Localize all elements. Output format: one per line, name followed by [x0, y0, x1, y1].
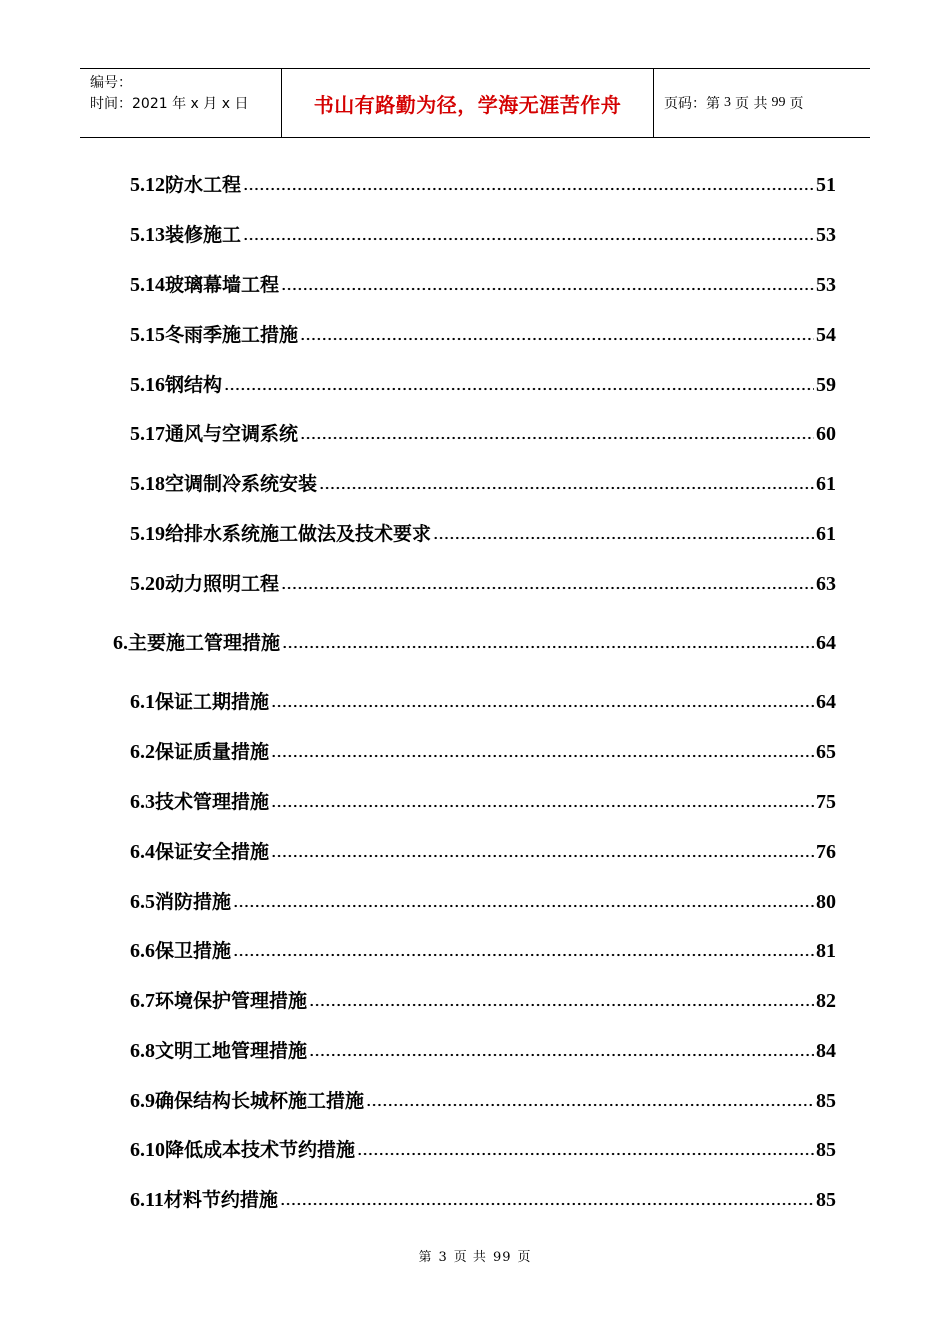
toc-leader-dots — [280, 1202, 814, 1206]
toc-entry[interactable] — [130, 1184, 836, 1212]
toc-entry[interactable] — [130, 1134, 836, 1162]
page-current: 3 — [724, 95, 731, 110]
toc-entry[interactable] — [130, 568, 836, 596]
toc-entry[interactable] — [130, 985, 836, 1013]
toc-leader-dots — [281, 287, 814, 291]
page-prefix: 页码：第 — [664, 96, 720, 112]
toc-entry-page: 51 — [816, 174, 836, 196]
toc-entry[interactable] — [130, 786, 836, 814]
page-suffix: 页 — [789, 96, 804, 112]
toc-entry-number: 5.15 — [130, 324, 165, 346]
toc-entry-title: 空调制冷系统安装 — [165, 473, 318, 495]
toc-entry-title: 保证安全措施 — [155, 841, 270, 863]
toc-entry-title: 玻璃幕墙工程 — [165, 274, 280, 296]
toc-leader-dots — [282, 645, 814, 649]
toc-entry[interactable] — [130, 935, 836, 963]
toc-entry-page: 64 — [816, 691, 836, 713]
toc-entry-title: 动力照明工程 — [165, 573, 280, 595]
toc-entry-title: 保证工期措施 — [155, 691, 270, 713]
serial-label: 编号： — [90, 75, 132, 91]
toc-entry-title: 钢结构 — [165, 374, 223, 396]
toc-entry-page: 81 — [816, 940, 836, 962]
time-label: 时间：2021 年 x 月 x 日 — [90, 96, 249, 112]
toc-entry[interactable] — [130, 219, 836, 247]
motto-text: 书山有路勤为径，学海无涯苦作舟 — [313, 92, 622, 117]
toc-entry-number: 6.7 — [130, 990, 155, 1012]
toc-entry-title: 冬雨季施工措施 — [165, 324, 299, 346]
toc-entry[interactable] — [130, 418, 836, 446]
toc-entry[interactable] — [130, 169, 836, 197]
toc-entry-page: 63 — [816, 573, 836, 595]
toc-entry-title: 保证质量措施 — [155, 741, 270, 763]
toc-entry-page: 84 — [816, 1040, 836, 1062]
toc-leader-dots — [300, 337, 814, 341]
toc-entry[interactable] — [130, 1035, 836, 1063]
toc-entry-title: 主要施工管理措施 — [128, 632, 281, 654]
toc-leader-dots — [233, 904, 814, 908]
footer-prefix: 第 — [418, 1250, 433, 1265]
toc-leader-dots — [281, 586, 814, 590]
toc-entry[interactable] — [130, 319, 836, 347]
page-mid: 页 共 — [735, 96, 768, 112]
toc-entry-title: 装修施工 — [165, 224, 242, 246]
toc-leader-dots — [224, 387, 814, 391]
toc-entry-page: 61 — [816, 523, 836, 545]
toc-entry-title: 消防措施 — [155, 891, 232, 913]
toc-leader-dots — [271, 754, 814, 758]
toc-entry-page: 64 — [816, 632, 836, 654]
toc-leader-dots — [300, 436, 814, 440]
footer-current: 3 — [438, 1250, 448, 1265]
toc-leader-dots — [319, 486, 814, 490]
toc-entry-title: 技术管理措施 — [155, 791, 270, 813]
toc-entry-page: 76 — [816, 841, 836, 863]
toc-leader-dots — [233, 953, 814, 957]
toc-entry-number: 6.11 — [130, 1189, 164, 1211]
toc-entry-number: 5.14 — [130, 274, 165, 296]
footer-suffix: 页 — [517, 1250, 532, 1265]
toc-entry-number: 6. — [113, 632, 128, 654]
toc-entry-page: 65 — [816, 741, 836, 763]
toc-entry[interactable] — [130, 836, 836, 864]
toc-entry-title: 文明工地管理措施 — [155, 1040, 308, 1062]
toc-entry-number: 5.13 — [130, 224, 165, 246]
toc-entry[interactable] — [113, 627, 836, 655]
toc-entry-number: 6.6 — [130, 940, 155, 962]
toc-entry-number: 5.18 — [130, 473, 165, 495]
toc-leader-dots — [243, 237, 814, 241]
toc-entry-number: 6.4 — [130, 841, 155, 863]
toc-entry-page: 53 — [816, 274, 836, 296]
toc-entry-number: 6.2 — [130, 741, 155, 763]
toc-entry-title: 防水工程 — [165, 174, 242, 196]
toc-entry-title: 通风与空调系统 — [165, 423, 299, 445]
toc-leader-dots — [309, 1053, 814, 1057]
toc-entry-title: 保卫措施 — [155, 940, 232, 962]
toc-entry[interactable] — [130, 269, 836, 297]
toc-entry-page: 59 — [816, 374, 836, 396]
toc-entry-number: 6.3 — [130, 791, 155, 813]
toc-leader-dots — [271, 804, 814, 808]
toc-entry[interactable] — [130, 468, 836, 496]
toc-entry-number: 5.19 — [130, 523, 165, 545]
toc-entry-page: 75 — [816, 791, 836, 813]
page-total: 99 — [771, 95, 786, 110]
toc-entry-page: 61 — [816, 473, 836, 495]
toc-entry-page: 82 — [816, 990, 836, 1012]
toc-entry-page: 53 — [816, 224, 836, 246]
toc-leader-dots — [366, 1103, 814, 1107]
toc-entry-number: 6.9 — [130, 1090, 155, 1112]
toc-entry-page: 85 — [816, 1139, 836, 1161]
footer-mid: 页 共 — [453, 1250, 487, 1265]
toc-entry[interactable] — [130, 686, 836, 714]
toc-entry-page: 60 — [816, 423, 836, 445]
toc-leader-dots — [309, 1003, 814, 1007]
toc-entry-page: 85 — [816, 1189, 836, 1211]
toc-entry-page: 54 — [816, 324, 836, 346]
toc-leader-dots — [243, 187, 814, 191]
toc-entry-number: 6.8 — [130, 1040, 155, 1062]
toc-entry[interactable] — [130, 886, 836, 914]
toc-entry-title: 给排水系统施工做法及技术要求 — [165, 523, 432, 545]
toc-entry-title: 确保结构长城杯施工措施 — [155, 1090, 365, 1112]
toc-entry-page: 85 — [816, 1090, 836, 1112]
toc-leader-dots — [271, 704, 814, 708]
toc-leader-dots — [433, 536, 814, 540]
toc-entry-title: 材料节约措施 — [163, 1189, 278, 1211]
toc-leader-dots — [271, 854, 814, 858]
toc-entry[interactable] — [130, 1085, 836, 1113]
toc-entry-number: 5.16 — [130, 374, 165, 396]
toc-entry-title: 环境保护管理措施 — [155, 990, 308, 1012]
toc-entry[interactable] — [130, 518, 836, 546]
footer-total: 99 — [492, 1250, 512, 1265]
toc-leader-dots — [357, 1152, 814, 1156]
toc-entry-number: 5.20 — [130, 573, 165, 595]
toc-entry-number: 6.10 — [130, 1139, 165, 1161]
toc-entry[interactable] — [130, 369, 836, 397]
toc-entry-page: 80 — [816, 891, 836, 913]
toc-entry-number: 6.1 — [130, 691, 155, 713]
toc-entry-number: 5.12 — [130, 174, 165, 196]
page-footer — [0, 1246, 950, 1265]
toc-entry-title: 降低成本技术节约措施 — [165, 1139, 356, 1161]
toc-entry[interactable] — [130, 736, 836, 764]
toc-entry-number: 6.5 — [130, 891, 155, 913]
toc-entry-number: 5.17 — [130, 423, 165, 445]
